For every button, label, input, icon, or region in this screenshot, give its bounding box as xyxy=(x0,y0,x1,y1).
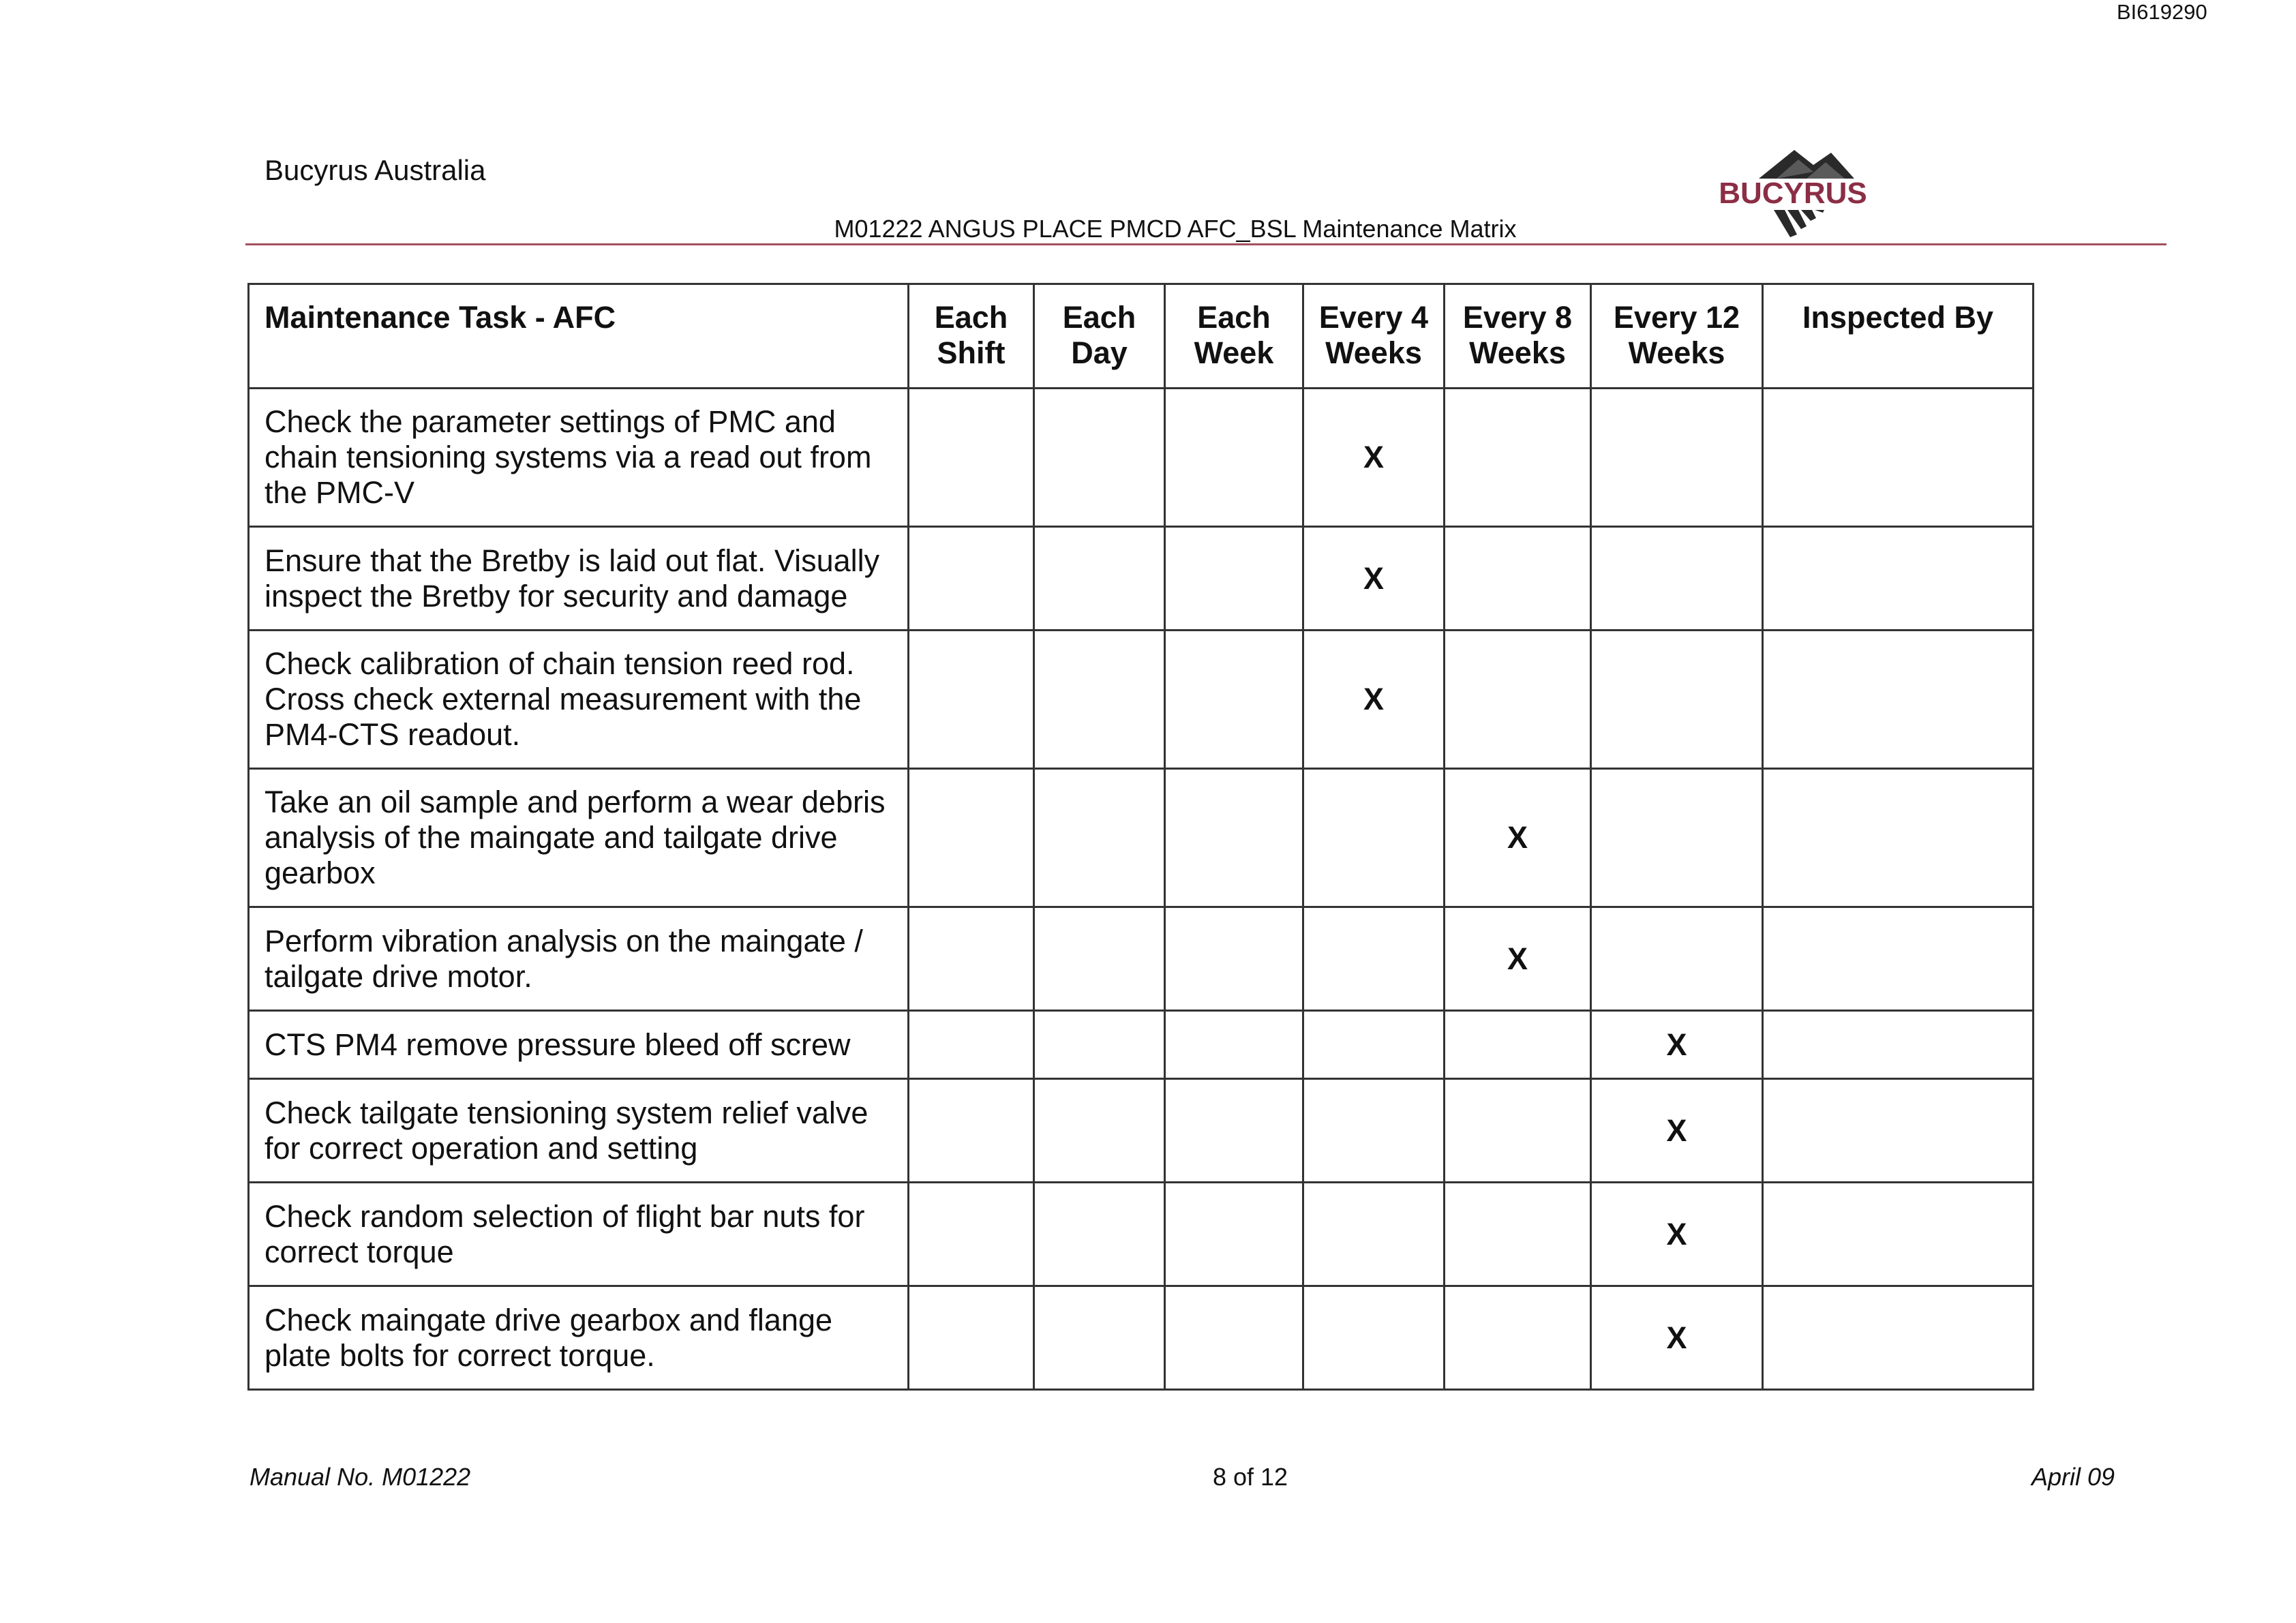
revision-date: April 09 xyxy=(2031,1463,2115,1491)
frequency-cell xyxy=(909,1011,1034,1079)
frequency-cell xyxy=(1445,1183,1591,1286)
frequency-cell xyxy=(1445,389,1591,527)
column-header-task: Maintenance Task - AFC xyxy=(249,284,909,389)
frequency-cell: X xyxy=(1591,1183,1763,1286)
frequency-cell: X xyxy=(1591,1079,1763,1183)
frequency-cell: X xyxy=(1303,631,1445,769)
task-description: Check random selection of flight bar nuts for correct torque xyxy=(249,1183,909,1286)
maintenance-matrix xyxy=(247,283,2034,1391)
table-row xyxy=(249,527,2034,631)
document-id: BI619290 xyxy=(2117,0,2207,24)
manual-number: Manual No. M01222 xyxy=(250,1463,471,1491)
frequency-cell xyxy=(1034,1286,1165,1390)
task-description: Ensure that the Bretby is laid out flat. Visually inspect the Bretby for security and damage xyxy=(249,527,909,631)
company-name: Bucyrus Australia xyxy=(265,154,486,186)
frequency-cell xyxy=(1165,389,1303,527)
frequency-cell xyxy=(1591,907,1763,1011)
frequency-cell xyxy=(909,527,1034,631)
column-header-inspected-by: Inspected By xyxy=(1763,284,2034,389)
column-header-each-week: Each Week xyxy=(1165,284,1303,389)
page-number: 8 of 12 xyxy=(1212,1463,1288,1491)
task-description: Perform vibration analysis on the maingate / tailgate drive motor. xyxy=(249,907,909,1011)
frequency-cell xyxy=(1165,769,1303,907)
frequency-cell xyxy=(1034,1079,1165,1183)
table-row xyxy=(249,1286,2034,1390)
frequency-cell xyxy=(909,1079,1034,1183)
frequency-cell xyxy=(1445,527,1591,631)
inspected-by-cell[interactable] xyxy=(1763,389,2034,527)
frequency-cell xyxy=(1165,907,1303,1011)
inspected-by-cell[interactable] xyxy=(1763,769,2034,907)
table-row xyxy=(249,907,2034,1011)
column-header-each-day: Each Day xyxy=(1034,284,1165,389)
frequency-cell xyxy=(1445,1011,1591,1079)
svg-text:BUCYRUS: BUCYRUS xyxy=(1719,177,1867,210)
task-description: Check calibration of chain tension reed rod. Cross check external measurement with the PM4-CTS readout. xyxy=(249,631,909,769)
table-row xyxy=(249,1183,2034,1286)
frequency-cell xyxy=(1445,1079,1591,1183)
frequency-cell xyxy=(1303,769,1445,907)
frequency-cell xyxy=(1165,1183,1303,1286)
frequency-cell: X xyxy=(1445,907,1591,1011)
frequency-cell xyxy=(1034,907,1165,1011)
task-description: Check maingate drive gearbox and flange plate bolts for correct torque. xyxy=(249,1286,909,1390)
column-header-every-12-weeks: Every 12 Weeks xyxy=(1591,284,1763,389)
frequency-cell xyxy=(1445,631,1591,769)
frequency-cell xyxy=(1165,1286,1303,1390)
frequency-cell xyxy=(909,631,1034,769)
table-row xyxy=(249,1011,2034,1079)
inspected-by-cell[interactable] xyxy=(1763,527,2034,631)
table-row xyxy=(249,631,2034,769)
frequency-cell xyxy=(1303,1183,1445,1286)
table-row xyxy=(249,389,2034,527)
frequency-cell xyxy=(909,1183,1034,1286)
column-header-every-4-weeks: Every 4 Weeks xyxy=(1303,284,1445,389)
frequency-cell xyxy=(1165,1011,1303,1079)
document-title: M01222 ANGUS PLACE PMCD AFC_BSL Maintenance Matrix xyxy=(834,215,1517,243)
frequency-cell xyxy=(1591,527,1763,631)
frequency-cell xyxy=(1591,769,1763,907)
column-header-each-shift: Each Shift xyxy=(909,284,1034,389)
inspected-by-cell[interactable] xyxy=(1763,1286,2034,1390)
frequency-cell xyxy=(1165,527,1303,631)
frequency-cell xyxy=(909,769,1034,907)
table-row xyxy=(249,769,2034,907)
inspected-by-cell[interactable] xyxy=(1763,1183,2034,1286)
frequency-cell xyxy=(1034,631,1165,769)
frequency-cell xyxy=(1034,769,1165,907)
inspected-by-cell[interactable] xyxy=(1763,1011,2034,1079)
bucyrus-logo xyxy=(1711,145,1875,241)
frequency-cell xyxy=(1165,1079,1303,1183)
frequency-cell xyxy=(1303,1011,1445,1079)
frequency-cell: X xyxy=(1591,1011,1763,1079)
frequency-cell xyxy=(1303,1286,1445,1390)
frequency-cell: X xyxy=(1591,1286,1763,1390)
frequency-cell xyxy=(1034,1183,1165,1286)
column-header-every-8-weeks: Every 8 Weeks xyxy=(1445,284,1591,389)
inspected-by-cell[interactable] xyxy=(1763,631,2034,769)
task-description: Check the parameter settings of PMC and chain tensioning systems via a read out from the PMC-V xyxy=(249,389,909,527)
task-description: Check tailgate tensioning system relief valve for correct operation and setting xyxy=(249,1079,909,1183)
frequency-cell: X xyxy=(1303,389,1445,527)
frequency-cell: X xyxy=(1445,769,1591,907)
frequency-cell xyxy=(909,1286,1034,1390)
frequency-cell xyxy=(1303,1079,1445,1183)
frequency-cell xyxy=(1591,631,1763,769)
table-row xyxy=(249,1079,2034,1183)
task-description: CTS PM4 remove pressure bleed off screw xyxy=(249,1011,909,1079)
frequency-cell xyxy=(1165,631,1303,769)
inspected-by-cell[interactable] xyxy=(1763,907,2034,1011)
frequency-cell xyxy=(1303,907,1445,1011)
frequency-cell xyxy=(909,389,1034,527)
task-description: Take an oil sample and perform a wear debris analysis of the maingate and tailgate drive gearbox xyxy=(249,769,909,907)
header-rule xyxy=(245,243,2166,245)
inspected-by-cell[interactable] xyxy=(1763,1079,2034,1183)
frequency-cell xyxy=(909,907,1034,1011)
frequency-cell xyxy=(1445,1286,1591,1390)
frequency-cell xyxy=(1034,1011,1165,1079)
frequency-cell xyxy=(1034,389,1165,527)
frequency-cell: X xyxy=(1303,527,1445,631)
frequency-cell xyxy=(1591,389,1763,527)
header-row xyxy=(249,284,2034,389)
frequency-cell xyxy=(1034,527,1165,631)
